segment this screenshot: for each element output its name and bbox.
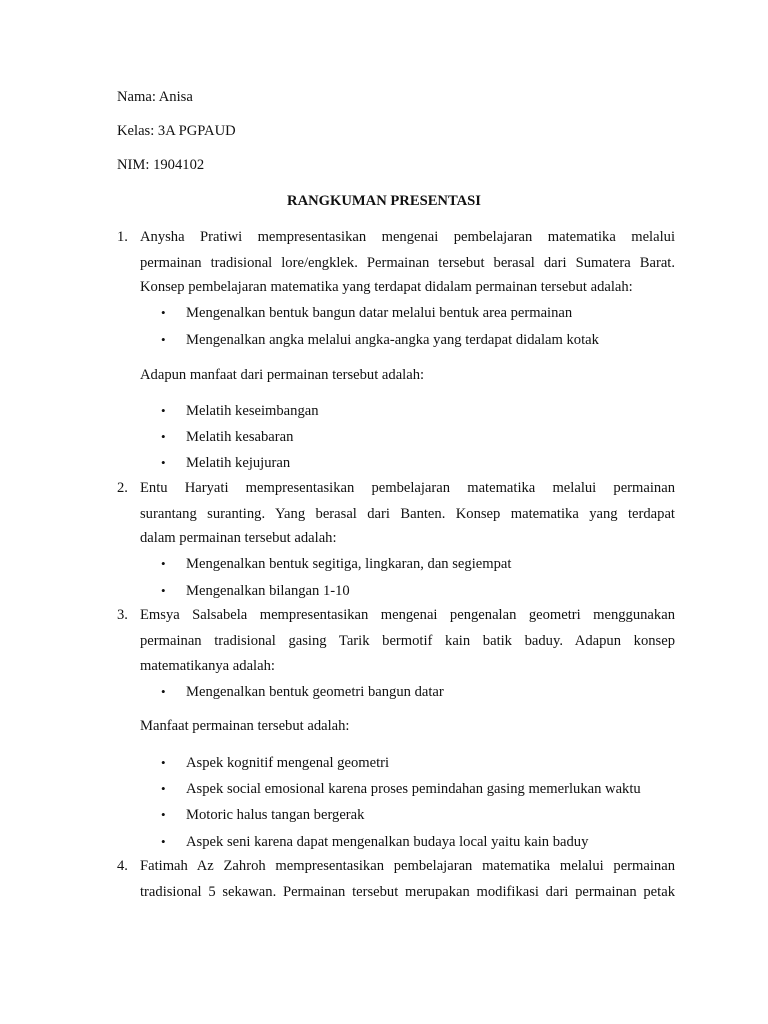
student-nim: NIM: 1904102 [117,157,205,173]
item-2-number: 2. [117,480,128,496]
item-2-line-2: surantang suranting. Yang berasal dari Banten. Konsep matematika yang terdapat [140,506,675,522]
item-2-line-1: Entu Haryati mempresentasikan pembelajaran matematika melalui permainan [140,480,675,496]
item-3-benefit-1: Aspek kognitif mengenal geometri [186,755,390,771]
item-2-line-3: dalam permainan tersebut adalah: [140,530,337,546]
item-3-concept-1: Mengenalkan bentuk geometri bangun datar [186,684,444,700]
item-3-benefit-2: Aspek social emosional karena proses pemindahan gasing memerlukan waktu [186,781,641,797]
item-3-benefit-3: Motoric halus tangan bergerak [186,807,365,823]
item-3-benefit-intro: Manfaat permainan tersebut adalah: [140,718,350,734]
item-4-line-1: Fatimah Az Zahroh mempresentasikan pembelajaran matematika melalui permainan [140,858,675,874]
document-title: RANGKUMAN PRESENTASI [287,193,481,209]
item-2-concept-1: Mengenalkan bentuk segitiga, lingkaran, dan segiempat [186,556,512,572]
item-1-concept-2: Mengenalkan angka melalui angka-angka yang terdapat didalam kotak [186,332,599,348]
student-class: Kelas: 3A PGPAUD [117,123,236,139]
item-4-line-2: tradisional 5 sekawan. Permainan tersebut merupakan modifikasi dari permainan petak [140,884,675,900]
bullet-icon: • [161,556,166,571]
bullet-icon: • [161,583,166,598]
student-name: Nama: Anisa [117,89,193,105]
item-4-number: 4. [117,858,128,874]
item-3-number: 3. [117,607,128,623]
item-3-line-1: Emsya Salsabela mempresentasikan mengenai pengenalan geometri menggunakan [140,607,675,623]
item-1-number: 1. [117,229,128,245]
item-3-line-3: matematikanya adalah: [140,658,275,674]
item-1-line-3: Konsep pembelajaran matematika yang terdapat didalam permainan tersebut adalah: [140,279,633,295]
item-1-benefit-intro: Adapun manfaat dari permainan tersebut adalah: [140,367,425,383]
item-1-line-1: Anysha Pratiwi mempresentasikan mengenai pembelajaran matematika melalui [140,229,675,245]
bullet-icon: • [161,755,166,770]
bullet-icon: • [161,403,166,418]
item-1-concept-1: Mengenalkan bentuk bangun datar melalui bentuk area permainan [186,305,573,321]
item-1-benefit-1: Melatih keseimbangan [186,403,319,419]
item-1-line-2: permainan tradisional lore/engklek. Permainan tersebut berasal dari Sumatera Barat. [140,255,675,271]
item-1-benefit-3: Melatih kejujuran [186,455,291,471]
bullet-icon: • [161,684,166,699]
item-2-concept-2: Mengenalkan bilangan 1-10 [186,583,350,599]
bullet-icon: • [161,455,166,470]
bullet-icon: • [161,429,166,444]
item-1-benefit-2: Melatih kesabaran [186,429,294,445]
item-3-benefit-4: Aspek seni karena dapat mengenalkan budaya local yaitu kain baduy [186,834,589,850]
bullet-icon: • [161,781,166,796]
bullet-icon: • [161,807,166,822]
bullet-icon: • [161,834,166,849]
bullet-icon: • [161,332,166,347]
bullet-icon: • [161,305,166,320]
item-3-line-2: permainan tradisional gasing Tarik bermotif kain batik baduy. Adapun konsep [140,633,675,649]
